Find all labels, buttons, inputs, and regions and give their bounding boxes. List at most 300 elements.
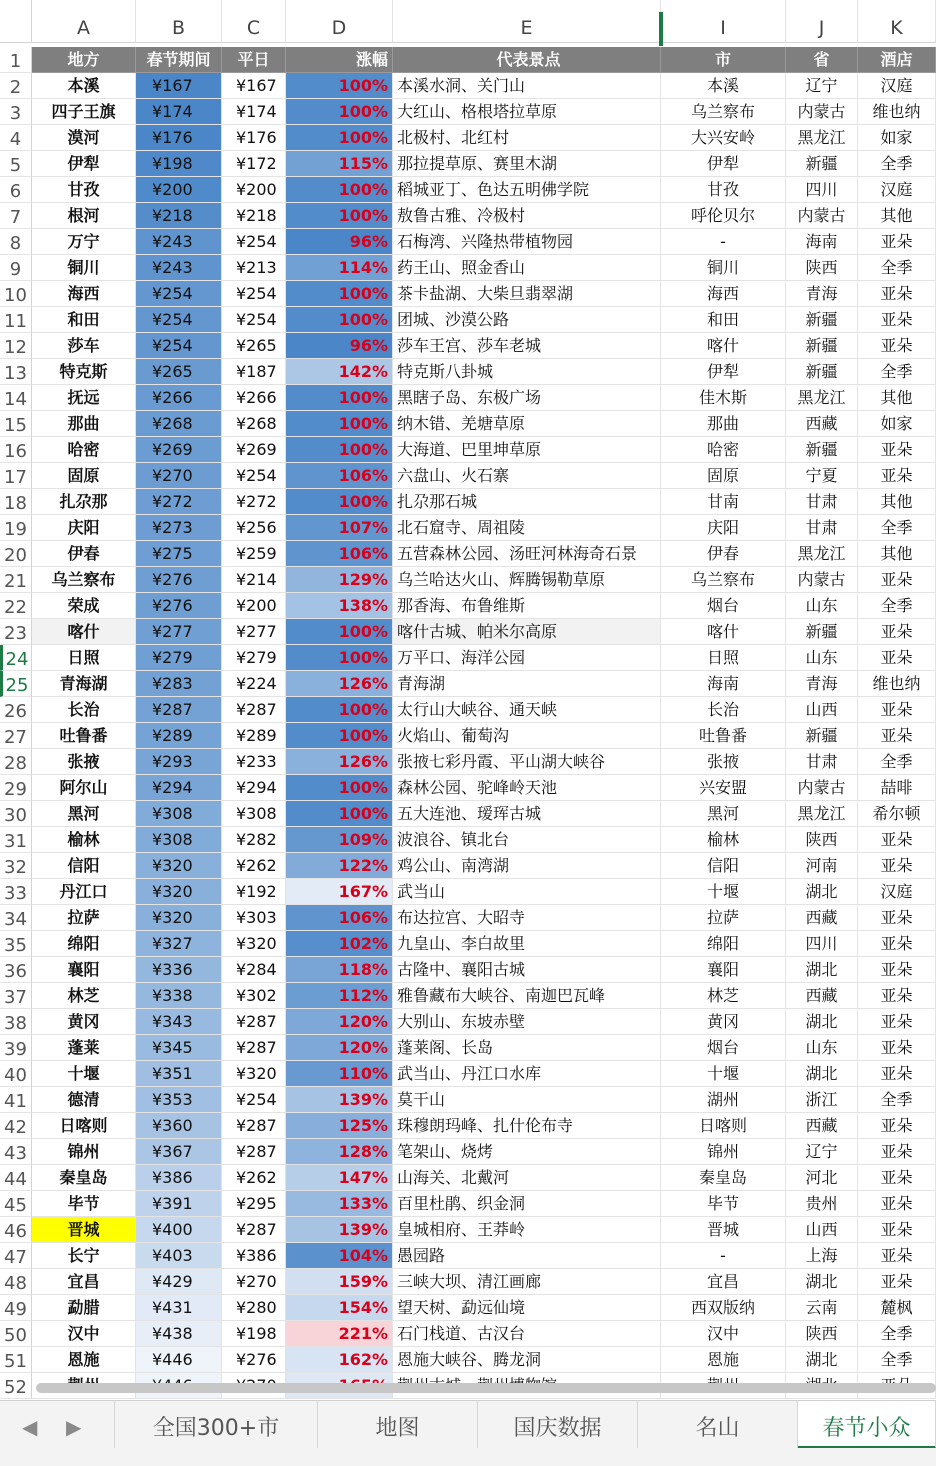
hotel-cell[interactable]: 亚朵 [858,1139,936,1165]
increase-cell[interactable]: 126% [286,671,393,697]
weekday-price-cell[interactable]: ¥279 [222,645,286,671]
header-cell-city[interactable]: 市 [661,47,786,73]
attractions-cell[interactable]: 古隆中、襄阳古城 [393,957,661,983]
increase-cell[interactable]: 128% [286,1139,393,1165]
hotel-cell[interactable]: 亚朵 [858,1113,936,1139]
attractions-cell[interactable]: 武当山 [393,879,661,905]
hotel-cell[interactable]: 亚朵 [858,281,936,307]
attractions-cell[interactable]: 鸡公山、南湾湖 [393,853,661,879]
increase-cell[interactable]: 100% [286,281,393,307]
festival-price-cell[interactable]: ¥360 [136,1113,222,1139]
increase-cell[interactable]: 109% [286,827,393,853]
place-cell[interactable]: 长治 [32,697,136,723]
festival-price-cell[interactable]: ¥320 [136,905,222,931]
row-number[interactable]: 41 [0,1087,32,1113]
place-cell[interactable]: 本溪 [32,73,136,99]
province-cell[interactable]: 西藏 [786,411,858,437]
city-cell[interactable]: 毕节 [661,1191,786,1217]
row-number[interactable]: 27 [0,723,32,749]
row-number[interactable]: 49 [0,1295,32,1321]
festival-price-cell[interactable]: ¥279 [136,645,222,671]
weekday-price-cell[interactable]: ¥233 [222,749,286,775]
city-cell[interactable]: 晋城 [661,1217,786,1243]
festival-price-cell[interactable]: ¥287 [136,697,222,723]
row-number[interactable]: 44 [0,1165,32,1191]
festival-price-cell[interactable]: ¥218 [136,203,222,229]
province-cell[interactable]: 新疆 [786,307,858,333]
column-header-i[interactable]: I [661,0,786,43]
weekday-price-cell[interactable]: ¥266 [222,385,286,411]
hotel-cell[interactable]: 亚朵 [858,957,936,983]
weekday-price-cell[interactable]: ¥268 [222,411,286,437]
place-cell[interactable]: 勐腊 [32,1295,136,1321]
increase-cell[interactable]: 115% [286,151,393,177]
attractions-cell[interactable]: 药王山、照金香山 [393,255,661,281]
attractions-cell[interactable]: 团城、沙漠公路 [393,307,661,333]
city-cell[interactable]: 乌兰察布 [661,99,786,125]
city-cell[interactable]: 伊犁 [661,359,786,385]
festival-price-cell[interactable]: ¥294 [136,775,222,801]
weekday-price-cell[interactable]: ¥167 [222,73,286,99]
attractions-cell[interactable]: 稻城亚丁、色达五明佛学院 [393,177,661,203]
row-number[interactable]: 22 [0,593,32,619]
weekday-price-cell[interactable]: ¥187 [222,359,286,385]
place-cell[interactable]: 黑河 [32,801,136,827]
increase-cell[interactable]: 120% [286,1035,393,1061]
place-cell[interactable]: 阿尔山 [32,775,136,801]
row-number[interactable]: 18 [0,489,32,515]
province-cell[interactable]: 西藏 [786,905,858,931]
weekday-price-cell[interactable]: ¥386 [222,1243,286,1269]
weekday-price-cell[interactable]: ¥254 [222,229,286,255]
province-cell[interactable]: 陕西 [786,255,858,281]
hotel-cell[interactable]: 如家 [858,125,936,151]
city-cell[interactable]: 恩施 [661,1347,786,1373]
attractions-cell[interactable]: 森林公园、驼峰岭天池 [393,775,661,801]
weekday-price-cell[interactable]: ¥287 [222,1035,286,1061]
row-number[interactable]: 19 [0,515,32,541]
increase-cell[interactable]: 100% [286,489,393,515]
increase-cell[interactable]: 100% [286,645,393,671]
hotel-cell[interactable]: 如家 [858,411,936,437]
province-cell[interactable]: 辽宁 [786,73,858,99]
row-number[interactable]: 33 [0,879,32,905]
hotel-cell[interactable]: 全季 [858,749,936,775]
hotel-cell[interactable]: 全季 [858,255,936,281]
festival-price-cell[interactable]: ¥336 [136,957,222,983]
row-number[interactable]: 8 [0,229,32,255]
weekday-price-cell[interactable]: ¥262 [222,1165,286,1191]
increase-cell[interactable]: 167% [286,879,393,905]
province-cell[interactable]: 山东 [786,1035,858,1061]
attractions-cell[interactable]: 蓬莱阁、长岛 [393,1035,661,1061]
weekday-price-cell[interactable]: ¥174 [222,99,286,125]
increase-cell[interactable]: 142% [286,359,393,385]
row-number[interactable]: 36 [0,957,32,983]
attractions-cell[interactable]: 五营森林公园、汤旺河林海奇石景 [393,541,661,567]
province-cell[interactable]: 新疆 [786,151,858,177]
festival-price-cell[interactable]: ¥338 [136,983,222,1009]
festival-price-cell[interactable]: ¥438 [136,1321,222,1347]
header-cell-hotel[interactable]: 酒店 [858,47,936,73]
province-cell[interactable]: 湖北 [786,879,858,905]
row-number[interactable]: 45 [0,1191,32,1217]
place-cell[interactable]: 根河 [32,203,136,229]
attractions-cell[interactable]: 茶卡盐湖、大柴旦翡翠湖 [393,281,661,307]
increase-cell[interactable]: 100% [286,125,393,151]
hotel-cell[interactable]: 汉庭 [858,177,936,203]
weekday-price-cell[interactable]: ¥254 [222,463,286,489]
province-cell[interactable]: 陕西 [786,827,858,853]
hotel-cell[interactable]: 亚朵 [858,1243,936,1269]
weekday-price-cell[interactable]: ¥287 [222,1139,286,1165]
row-number[interactable]: 9 [0,255,32,281]
city-cell[interactable]: 宜昌 [661,1269,786,1295]
province-cell[interactable]: 青海 [786,281,858,307]
province-cell[interactable]: 辽宁 [786,1139,858,1165]
province-cell[interactable]: 云南 [786,1295,858,1321]
province-cell[interactable]: 西藏 [786,983,858,1009]
province-cell[interactable]: 内蒙古 [786,203,858,229]
hotel-cell[interactable]: 全季 [858,151,936,177]
city-cell[interactable]: 烟台 [661,1035,786,1061]
place-cell[interactable]: 特克斯 [32,359,136,385]
attractions-cell[interactable]: 敖鲁古雅、冷极村 [393,203,661,229]
city-cell[interactable]: 日喀则 [661,1113,786,1139]
place-cell[interactable]: 黄冈 [32,1009,136,1035]
hotel-cell[interactable]: 汉庭 [858,879,936,905]
horizontal-scrollbar[interactable] [36,1383,936,1393]
place-cell[interactable]: 林芝 [32,983,136,1009]
province-cell[interactable]: 黑龙江 [786,541,858,567]
festival-price-cell[interactable]: ¥270 [136,463,222,489]
place-cell[interactable]: 抚远 [32,385,136,411]
next-sheet-arrow-icon[interactable]: ▶ [66,1415,82,1439]
place-cell[interactable]: 毕节 [32,1191,136,1217]
attractions-cell[interactable]: 莎车王宫、莎车老城 [393,333,661,359]
hotel-cell[interactable]: 亚朵 [858,905,936,931]
weekday-price-cell[interactable]: ¥259 [222,541,286,567]
province-cell[interactable]: 河北 [786,1165,858,1191]
hotel-cell[interactable]: 其他 [858,541,936,567]
increase-cell[interactable]: 106% [286,463,393,489]
attractions-cell[interactable]: 武当山、丹江口水库 [393,1061,661,1087]
festival-price-cell[interactable]: ¥276 [136,567,222,593]
festival-price-cell[interactable]: ¥275 [136,541,222,567]
festival-price-cell[interactable]: ¥353 [136,1087,222,1113]
attractions-cell[interactable]: 大海道、巴里坤草原 [393,437,661,463]
sheet-tab-map[interactable]: 地图 [318,1401,478,1449]
attractions-cell[interactable]: 北极村、北红村 [393,125,661,151]
weekday-price-cell[interactable]: ¥284 [222,957,286,983]
attractions-cell[interactable]: 大别山、东坡赤壁 [393,1009,661,1035]
weekday-price-cell[interactable]: ¥287 [222,1217,286,1243]
city-cell[interactable]: 黄冈 [661,1009,786,1035]
increase-cell[interactable]: 129% [286,567,393,593]
row-number[interactable]: 31 [0,827,32,853]
place-cell[interactable]: 和田 [32,307,136,333]
province-cell[interactable]: 宁夏 [786,463,858,489]
place-cell[interactable]: 信阳 [32,853,136,879]
sheet-tab-national-day[interactable]: 国庆数据 [478,1401,638,1449]
place-cell[interactable]: 榆林 [32,827,136,853]
city-cell[interactable]: 榆林 [661,827,786,853]
weekday-price-cell[interactable]: ¥287 [222,697,286,723]
row-number[interactable]: 30 [0,801,32,827]
city-cell[interactable]: 铜川 [661,255,786,281]
increase-cell[interactable]: 106% [286,541,393,567]
city-cell[interactable]: 甘孜 [661,177,786,203]
attractions-cell[interactable]: 恩施大峡谷、腾龙洞 [393,1347,661,1373]
weekday-price-cell[interactable]: ¥277 [222,619,286,645]
place-cell[interactable]: 青海湖 [32,671,136,697]
place-cell[interactable]: 十堰 [32,1061,136,1087]
province-cell[interactable]: 河南 [786,853,858,879]
increase-cell[interactable]: 100% [286,99,393,125]
city-cell[interactable]: 呼伦贝尔 [661,203,786,229]
row-number[interactable]: 39 [0,1035,32,1061]
weekday-price-cell[interactable]: ¥200 [222,593,286,619]
festival-price-cell[interactable]: ¥320 [136,853,222,879]
row-number[interactable]: 7 [0,203,32,229]
column-header-c[interactable]: C [222,0,286,43]
city-cell[interactable]: 烟台 [661,593,786,619]
row-number[interactable]: 10 [0,281,32,307]
hotel-cell[interactable]: 亚朵 [858,1035,936,1061]
province-cell[interactable]: 新疆 [786,723,858,749]
place-cell[interactable]: 绵阳 [32,931,136,957]
sheet-tab-national[interactable]: 全国300+市 [114,1401,318,1449]
place-cell[interactable]: 丹江口 [32,879,136,905]
place-cell[interactable]: 那曲 [32,411,136,437]
weekday-price-cell[interactable]: ¥280 [222,1295,286,1321]
increase-cell[interactable]: 107% [286,515,393,541]
weekday-price-cell[interactable]: ¥303 [222,905,286,931]
attractions-cell[interactable]: 特克斯八卦城 [393,359,661,385]
attractions-cell[interactable]: 珠穆朗玛峰、扎什伦布寺 [393,1113,661,1139]
attractions-cell[interactable]: 六盘山、火石寨 [393,463,661,489]
increase-cell[interactable]: 100% [286,619,393,645]
province-cell[interactable]: 山西 [786,697,858,723]
weekday-price-cell[interactable]: ¥287 [222,1113,286,1139]
attractions-cell[interactable]: 石门栈道、古汉台 [393,1321,661,1347]
city-cell[interactable]: 日照 [661,645,786,671]
weekday-price-cell[interactable]: ¥213 [222,255,286,281]
row-number[interactable]: 6 [0,177,32,203]
attractions-cell[interactable]: 北石窟寺、周祖陵 [393,515,661,541]
place-cell[interactable]: 张掖 [32,749,136,775]
hotel-cell[interactable]: 全季 [858,593,936,619]
province-cell[interactable]: 湖北 [786,1269,858,1295]
attractions-cell[interactable]: 张掖七彩丹霞、平山湖大峡谷 [393,749,661,775]
place-cell[interactable]: 漠河 [32,125,136,151]
city-cell[interactable]: 佳木斯 [661,385,786,411]
place-cell[interactable]: 秦皇岛 [32,1165,136,1191]
place-cell[interactable]: 晋城 [32,1217,136,1243]
place-cell[interactable]: 伊春 [32,541,136,567]
place-cell[interactable]: 日照 [32,645,136,671]
attractions-cell[interactable]: 雅鲁藏布大峡谷、南迦巴瓦峰 [393,983,661,1009]
city-cell[interactable]: 十堰 [661,1061,786,1087]
festival-price-cell[interactable]: ¥367 [136,1139,222,1165]
attractions-cell[interactable]: 百里杜鹃、织金洞 [393,1191,661,1217]
festival-price-cell[interactable]: ¥254 [136,281,222,307]
province-cell[interactable]: 内蒙古 [786,567,858,593]
hotel-cell[interactable]: 亚朵 [858,567,936,593]
row-number[interactable]: 42 [0,1113,32,1139]
festival-price-cell[interactable]: ¥167 [136,73,222,99]
festival-price-cell[interactable]: ¥431 [136,1295,222,1321]
city-cell[interactable]: 长治 [661,697,786,723]
weekday-price-cell[interactable]: ¥289 [222,723,286,749]
hotel-cell[interactable]: 亚朵 [858,1269,936,1295]
row-number[interactable]: 28 [0,749,32,775]
attractions-cell[interactable]: 青海湖 [393,671,661,697]
attractions-cell[interactable]: 波浪谷、镇北台 [393,827,661,853]
place-cell[interactable]: 德清 [32,1087,136,1113]
column-header-e[interactable]: E [393,0,661,43]
hotel-cell[interactable]: 亚朵 [858,827,936,853]
increase-cell[interactable]: 104% [286,1243,393,1269]
attractions-cell[interactable]: 大红山、格根塔拉草原 [393,99,661,125]
province-cell[interactable]: 黑龙江 [786,801,858,827]
province-cell[interactable]: 海南 [786,229,858,255]
weekday-price-cell[interactable]: ¥262 [222,853,286,879]
sheet-tab-spring-festival[interactable]: 春节小众 [798,1401,936,1449]
column-header-b[interactable]: B [136,0,222,43]
place-cell[interactable]: 襄阳 [32,957,136,983]
attractions-cell[interactable]: 山海关、北戴河 [393,1165,661,1191]
hotel-cell[interactable]: 亚朵 [858,463,936,489]
row-number[interactable]: 4 [0,125,32,151]
festival-price-cell[interactable]: ¥243 [136,229,222,255]
place-cell[interactable]: 长宁 [32,1243,136,1269]
attractions-cell[interactable]: 万平口、海洋公园 [393,645,661,671]
hotel-cell[interactable]: 全季 [858,1347,936,1373]
weekday-price-cell[interactable]: ¥198 [222,1321,286,1347]
hotel-cell[interactable]: 麓枫 [858,1295,936,1321]
hotel-cell[interactable]: 亚朵 [858,645,936,671]
attractions-cell[interactable]: 喀什古城、帕米尔高原 [393,619,661,645]
festival-price-cell[interactable]: ¥254 [136,307,222,333]
place-cell[interactable]: 吐鲁番 [32,723,136,749]
city-cell[interactable]: 和田 [661,307,786,333]
hotel-cell[interactable]: 亚朵 [858,853,936,879]
city-cell[interactable]: 拉萨 [661,905,786,931]
increase-cell[interactable]: 147% [286,1165,393,1191]
increase-cell[interactable]: 118% [286,957,393,983]
weekday-price-cell[interactable]: ¥302 [222,983,286,1009]
province-cell[interactable]: 内蒙古 [786,775,858,801]
attractions-cell[interactable]: 火焰山、葡萄沟 [393,723,661,749]
place-cell[interactable]: 莎车 [32,333,136,359]
row-number[interactable]: 48 [0,1269,32,1295]
city-cell[interactable]: 西双版纳 [661,1295,786,1321]
province-cell[interactable]: 四川 [786,931,858,957]
increase-cell[interactable]: 100% [286,437,393,463]
province-cell[interactable]: 山东 [786,645,858,671]
weekday-price-cell[interactable]: ¥214 [222,567,286,593]
weekday-price-cell[interactable]: ¥254 [222,307,286,333]
row-number[interactable]: 32 [0,853,32,879]
row-number[interactable]: 50 [0,1321,32,1347]
weekday-price-cell[interactable]: ¥270 [222,1269,286,1295]
city-cell[interactable]: - [661,1243,786,1269]
place-cell[interactable]: 乌兰察布 [32,567,136,593]
city-cell[interactable]: 乌兰察布 [661,567,786,593]
province-cell[interactable]: 青海 [786,671,858,697]
festival-price-cell[interactable]: ¥293 [136,749,222,775]
hotel-cell[interactable]: 维也纳 [858,99,936,125]
column-header-k[interactable]: K [858,0,936,43]
province-cell[interactable]: 湖北 [786,1009,858,1035]
city-cell[interactable]: 那曲 [661,411,786,437]
city-cell[interactable]: 海南 [661,671,786,697]
row-number[interactable]: 11 [0,307,32,333]
festival-price-cell[interactable]: ¥386 [136,1165,222,1191]
header-cell-place[interactable]: 地方 [32,47,136,73]
festival-price-cell[interactable]: ¥266 [136,385,222,411]
hotel-cell[interactable]: 亚朵 [858,1061,936,1087]
place-cell[interactable]: 拉萨 [32,905,136,931]
city-cell[interactable]: - [661,229,786,255]
hotel-cell[interactable]: 亚朵 [858,723,936,749]
row-number[interactable]: 3 [0,99,32,125]
row-number[interactable]: 24 [0,645,32,671]
city-cell[interactable]: 襄阳 [661,957,786,983]
weekday-price-cell[interactable]: ¥254 [222,281,286,307]
increase-cell[interactable]: 100% [286,73,393,99]
attractions-cell[interactable]: 那香海、布鲁维斯 [393,593,661,619]
festival-price-cell[interactable]: ¥308 [136,827,222,853]
increase-cell[interactable]: 221% [286,1321,393,1347]
place-cell[interactable]: 甘孜 [32,177,136,203]
weekday-price-cell[interactable]: ¥200 [222,177,286,203]
city-cell[interactable]: 汉中 [661,1321,786,1347]
increase-cell[interactable]: 100% [286,775,393,801]
festival-price-cell[interactable]: ¥351 [136,1061,222,1087]
header-cell-weekday-price[interactable]: 平日 [222,47,286,73]
festival-price-cell[interactable]: ¥176 [136,125,222,151]
hotel-cell[interactable]: 维也纳 [858,671,936,697]
province-cell[interactable]: 湖北 [786,1061,858,1087]
festival-price-cell[interactable]: ¥403 [136,1243,222,1269]
row-number[interactable]: 43 [0,1139,32,1165]
weekday-price-cell[interactable]: ¥308 [222,801,286,827]
increase-cell[interactable]: 133% [286,1191,393,1217]
increase-cell[interactable]: 112% [286,983,393,1009]
row-number[interactable]: 40 [0,1061,32,1087]
hotel-cell[interactable]: 亚朵 [858,437,936,463]
hotel-cell[interactable]: 亚朵 [858,619,936,645]
province-cell[interactable]: 黑龙江 [786,125,858,151]
row-number[interactable]: 13 [0,359,32,385]
weekday-price-cell[interactable]: ¥282 [222,827,286,853]
province-cell[interactable]: 贵州 [786,1191,858,1217]
row-number[interactable]: 35 [0,931,32,957]
row-number[interactable]: 15 [0,411,32,437]
province-cell[interactable]: 浙江 [786,1087,858,1113]
weekday-price-cell[interactable]: ¥224 [222,671,286,697]
festival-price-cell[interactable]: ¥265 [136,359,222,385]
attractions-cell[interactable]: 本溪水洞、关门山 [393,73,661,99]
row-number[interactable]: 12 [0,333,32,359]
province-cell[interactable]: 黑龙江 [786,385,858,411]
row-number[interactable]: 25 [0,671,32,697]
hotel-cell[interactable]: 亚朵 [858,1217,936,1243]
hotel-cell[interactable]: 汉庭 [858,73,936,99]
place-cell[interactable]: 恩施 [32,1347,136,1373]
